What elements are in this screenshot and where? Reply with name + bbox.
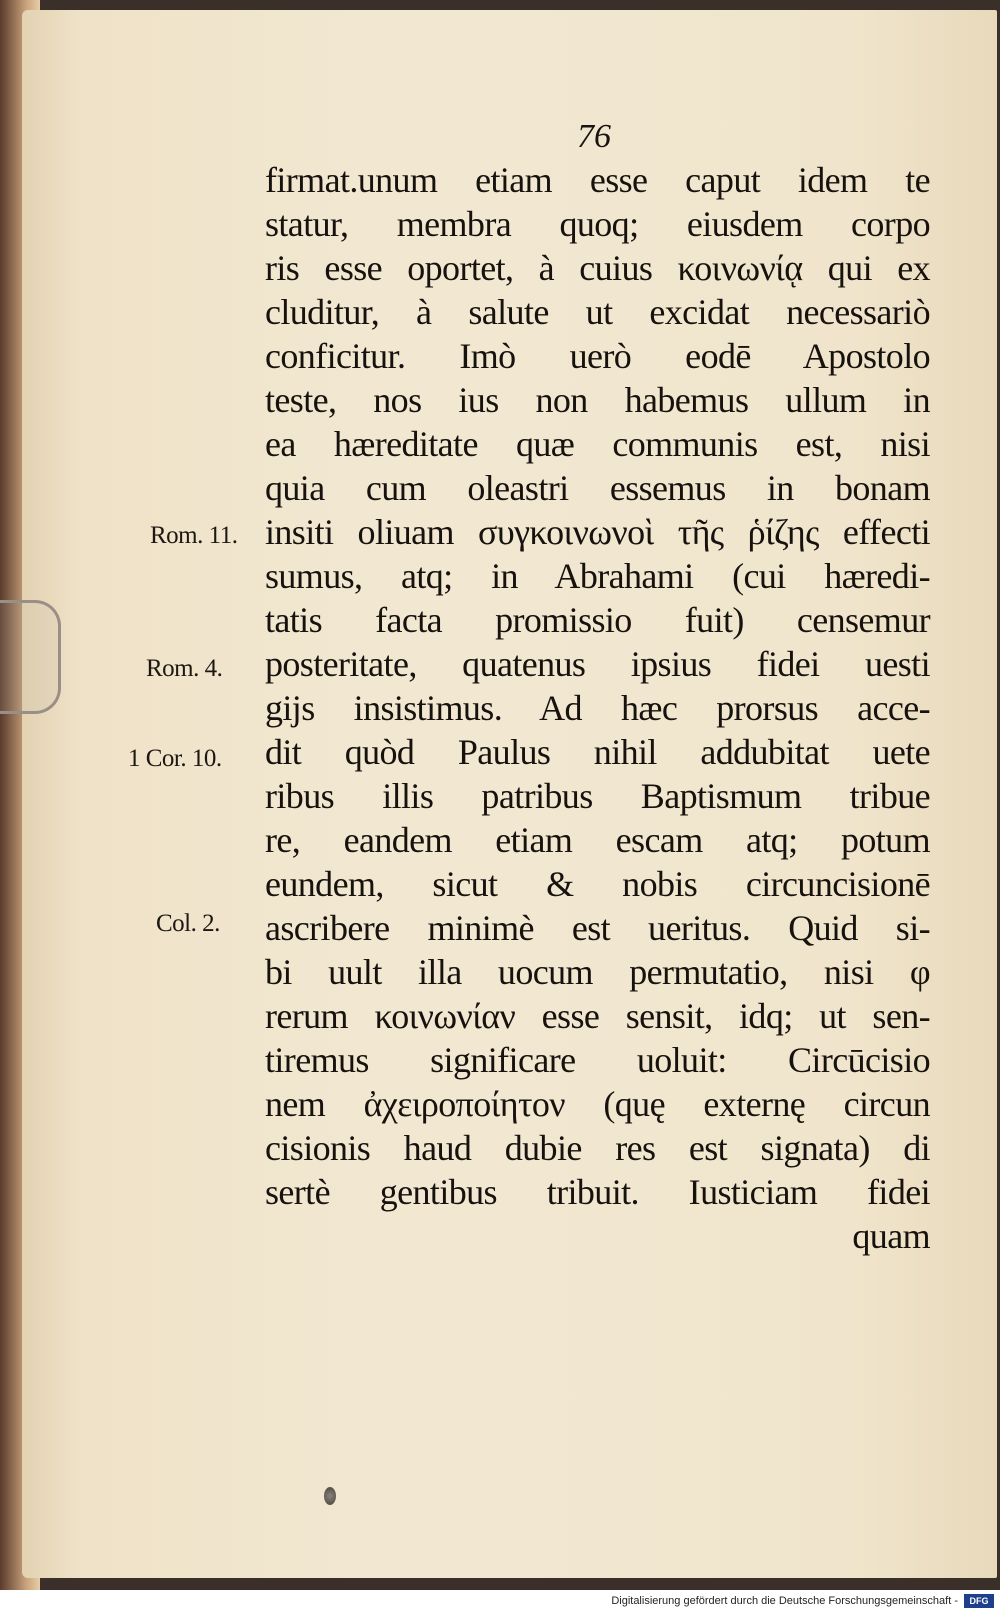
text-line: rerum κοινωνίαν esse sensit, idq; ut sen- — [265, 996, 930, 1036]
text-line: eundem, sicut & nobis circuncisionē — [265, 864, 930, 904]
text-line: cluditur, à salute ut excidat necessariò — [265, 292, 930, 332]
text-line: cisionis haud dubie res est signata) di — [265, 1128, 930, 1168]
text-line: tatis facta promissio fuit) censemur — [265, 600, 930, 640]
ink-spot — [324, 1487, 336, 1505]
text-line: dit quòd Paulus nihil addubitat uete — [265, 732, 930, 772]
margin-note: Rom. 11. — [150, 522, 238, 549]
text-line: ea hæreditate quæ communis est, nisi — [265, 424, 930, 464]
text-line: bi uult illa uocum permutatio, nisi φ — [265, 952, 930, 992]
text-line: ascribere minimè est ueritus. Quid si- — [265, 908, 930, 948]
text-line: re, eandem etiam escam atq; potum — [265, 820, 930, 860]
text-line: quia cum oleastri essemus in bonam — [265, 468, 930, 508]
dfg-logo-icon: DFG — [964, 1594, 994, 1608]
body-text — [265, 158, 930, 1258]
bleed-through-left — [122, 160, 242, 186]
text-line: insiti oliuam συγκοινωνοὶ τῆς ῥίζης effecti — [265, 512, 930, 552]
text-line: conficitur. Imò uerò eodē Apostolo — [265, 336, 930, 376]
text-line: gijs insistimus. Ad hæc prorsus acce- — [265, 688, 930, 728]
text-line: statur, membra quoq; eiusdem corpo — [265, 204, 930, 244]
margin-note: Col. 2. — [156, 910, 220, 937]
text-line: teste, nos ius non habemus ullum in — [265, 380, 930, 420]
margin-note: 1 Cor. 10. — [128, 745, 222, 772]
text-line: sertè gentibus tribuit. Iusticiam fidei — [265, 1172, 930, 1212]
clasp-ring — [0, 600, 61, 714]
footer-bar — [0, 1590, 1000, 1613]
catchword: quam — [852, 1216, 930, 1256]
footer-credit: Digitalisierung gefördert durch die Deutsche Forschungsgemeinschaft - — [611, 1595, 958, 1607]
text-line: ribus illis patribus Baptismum tribue — [265, 776, 930, 816]
text-line: sumus, atq; in Abrahami (cui hæredi- — [265, 556, 930, 596]
page-number: 76 — [577, 118, 611, 155]
text-line: ris esse oportet, à cuius κοινωνίᾳ qui ex — [265, 248, 930, 288]
text-line: posteritate, quatenus ipsius fidei uesti — [265, 644, 930, 684]
margin-note: Rom. 4. — [146, 655, 223, 682]
book-page — [22, 10, 997, 1578]
text-line: tiremus significare uoluit: Circūcisio — [265, 1040, 930, 1080]
text-line: firmat.unum etiam esse caput idem te — [265, 160, 930, 200]
text-line: nem ἀχειροποίητον (quę externę circun — [265, 1084, 930, 1124]
